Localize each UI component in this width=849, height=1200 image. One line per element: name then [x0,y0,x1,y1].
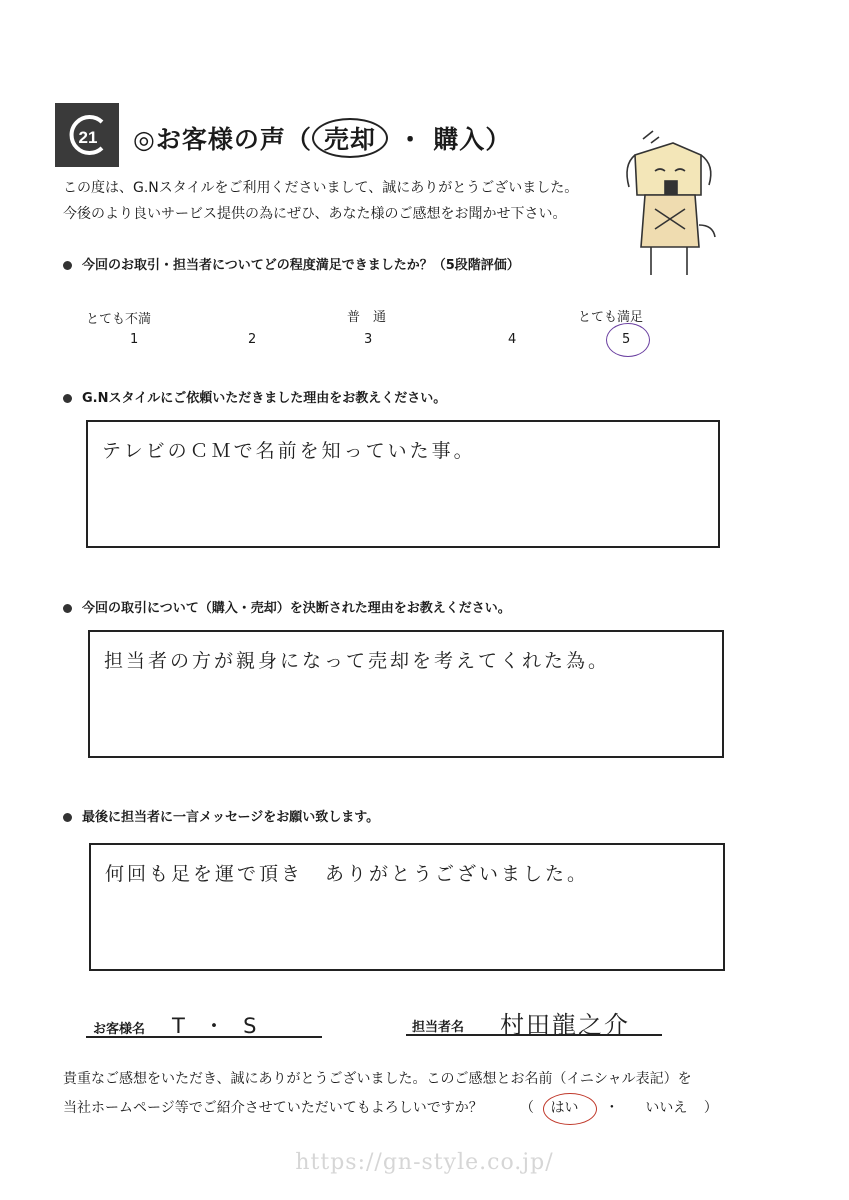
staff-name-line [406,1034,662,1036]
staff-name-value: 村田龍之介 [500,1011,630,1039]
q1-answer-text: テレビのＣＭで名前を知っていた事。 [102,440,476,462]
q2-question: 今回の取引について（購入・売却）を決断された理由をお教えください。 [63,597,511,616]
staff-name-label: 担当者名 [412,1020,465,1035]
bullet-icon [63,604,72,613]
page-title [133,118,511,158]
q2-answer-text: 担当者の方が親身になって売却を考えてくれた為。 [104,650,611,672]
q3-question: 最後に担当者に一言メッセージをお願い致します。 [63,806,379,825]
rating-selection-circle [606,323,650,357]
watermark-url: https://gn-style.co.jp/ [295,1150,554,1175]
customer-name-value: T ・ S [172,1014,263,1038]
rating-mid-label: 普 通 [347,310,387,325]
title-separator: ・ [397,125,424,154]
title-sell-circled: 売却 [312,118,388,158]
rating-low-label: とても不満 [86,312,152,327]
footer-line-2: 当社ホームページ等でご紹介させていただいてもよろしいですか？ [63,1100,483,1116]
bullet-icon [63,261,72,270]
rating-option-3: 3 [364,332,373,347]
consent-no: いいえ [645,1100,688,1116]
logo-text: 21 [78,128,98,147]
title-buy: 購入 [433,125,486,154]
title-prefix: ◎お客様の声（ [133,125,312,154]
q1-question: G.Nスタイルにご依頼いただきました理由をお教えください。 [63,387,446,406]
dog-mascot-icon [615,125,725,285]
rating-option-2: 2 [248,332,257,347]
footer-line-1: 貴重なご感想をいただき、誠にありがとうございました。このご感想とお名前（イニシャル表記）を [63,1071,692,1087]
q3-answer-text: 何回も足を運で頂き ありがとうございました。 [105,863,590,885]
century21-logo [55,103,119,167]
bullet-icon [63,394,72,403]
c21-mark-icon [62,110,112,160]
q1-answer-box [86,420,720,548]
intro-line-1: この度は、G.Nスタイルをご利用くださいまして、誠にありがとうございました。 [63,180,579,196]
consent-options: （ はい ・ いいえ ） [520,1100,718,1116]
rating-option-4: 4 [508,332,517,347]
bullet-icon [63,813,72,822]
rating-high-label: とても満足 [578,310,644,325]
customer-name-label: お客様名 [93,1022,146,1037]
intro-line-2: 今後のより良いサービス提供の為にぜひ、あなた様のご感想をお聞かせ下さい。 [63,206,567,222]
customer-name-line [86,1036,322,1038]
q3-answer-box [89,843,725,971]
consent-sep: ・ [604,1100,619,1116]
consent-yes: はい [550,1100,579,1116]
rating-option-5: 5 [622,332,631,347]
title-suffix: ） [485,125,512,154]
q2-answer-box [88,630,724,758]
rating-question: 今回のお取引・担当者についてどの程度満足できましたか？（5段階評価） [63,254,520,273]
consent-selection-circle [543,1093,597,1125]
rating-option-1: 1 [130,332,139,347]
